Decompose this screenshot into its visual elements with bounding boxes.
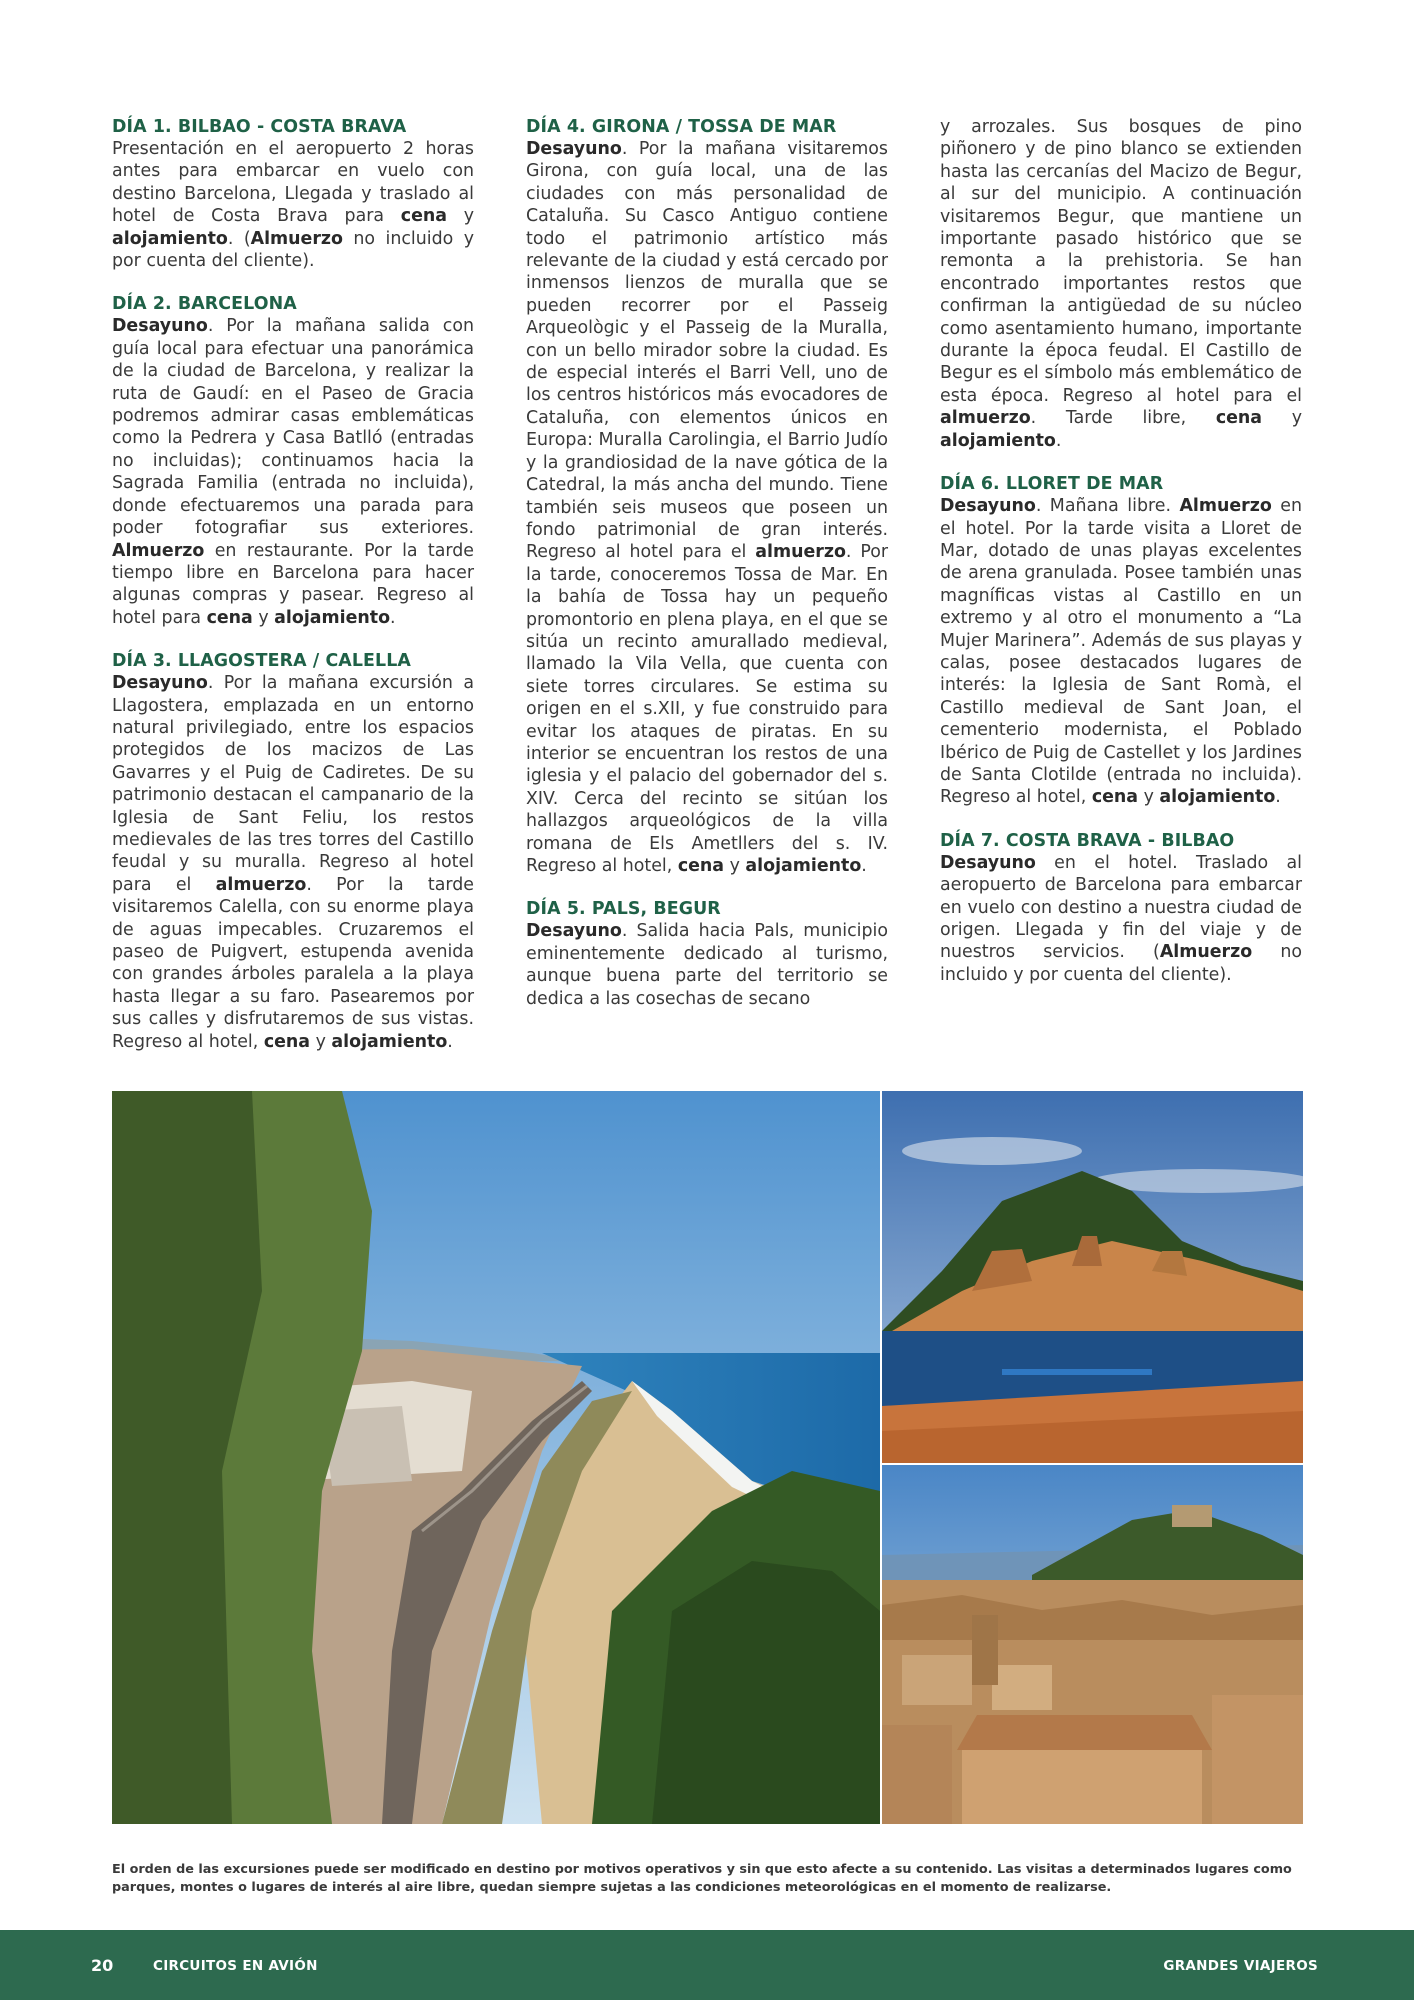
day-7-text: Desayuno en el hotel. Traslado al aeropuerto de Barcelona para embarcar en vuelo con destino a nuestra ciudad de origen. Llegada y fin del viaje y de nuestros servicios. (Almuerzo no incluido y por cuenta del cliente).	[940, 852, 1302, 985]
day-2-title: DÍA 2. BARCELONA	[112, 294, 297, 315]
day-1	[112, 116, 474, 272]
column-1	[112, 116, 474, 1052]
day-1-title: DÍA 1. BILBAO - COSTA BRAVA	[112, 117, 407, 137]
photo-begur-town	[882, 1465, 1303, 1824]
day-6	[940, 473, 1302, 809]
day-6-text: Desayuno. Mañana libre. Almuerzo en el hotel. Por la tarde visita a Lloret de Mar, dotado de unas playas excelentes de arena granulada. Posee también unas magníficas vistas al Castillo en un extremo y al otro el monumento a “La Mujer Marinera”. Además de sus playas y calas, posee destacados lugares de interés: la Iglesia de Sant Romà, el Castillo medieval de Sant Joan, el cementerio modernista, el Poblado Ibérico de Puig de Castellet y los Jardines de Santa Clotilde (entrada no incluida). Regreso al hotel, cena y alojamiento.	[940, 496, 1302, 808]
section-label: CIRCUITOS EN AVIÓN	[153, 1958, 318, 1974]
day-2-text: Desayuno. Por la mañana salida con guía local para efectuar una panorámica de la ciudad de Barcelona, y realizar la ruta de Gaudí: en el Paseo de Gracia podremos admirar casas emblemáticas como la Pedrera y Casa Batlló (entradas no incluidas); continuamos hacia la Sagrada Familia (entrada no incluida), donde efectuaremos una parada para poder fotografiar sus exteriores. Almuerzo en restaurante. Por la tarde tiempo libre en Barcelona para hacer algunas compras y pasear. Regreso al hotel para cena y alojamiento.	[112, 316, 474, 628]
day-5	[526, 898, 888, 1010]
day-6-title: DÍA 6. LLORET DE MAR	[940, 474, 1164, 495]
day-3-text: Desayuno. Por la mañana excursión a Llagostera, emplazada en un entorno natural privilegiado, entre los espacios protegidos de los macizos de Las Gavarres y el Puig de Cadiretes. De su patrimonio destacan el campanario de la Iglesia de Sant Feliu, los restos medievales de las tres torres del Castillo feudal y su muralla. Regreso al hotel para el almuerzo. Por la tarde visitaremos Calella, con su enorme playa de aguas impecables. Cruzaremos el paseo de Puigvert, estupenda avenida con grandes árboles paralela a la playa hasta llegar a su faro. Pasearemos por sus calles y disfrutaremos de sus vistas. Regreso al hotel, cena y alojamiento.	[112, 673, 474, 1052]
brand-label: GRANDES VIAJEROS	[1163, 1958, 1318, 1974]
day-3	[112, 650, 474, 1053]
day-5-text: Desayuno. Salida hacia Pals, municipio eminentemente dedicado al turismo, aunque buena parte del territorio se dedica a las cosechas de secano	[526, 921, 888, 1009]
itinerary-columns	[112, 116, 1302, 1052]
column-3	[940, 116, 1302, 1026]
photo-tossa-castle	[882, 1091, 1303, 1463]
page-footer	[0, 1930, 1414, 2000]
day-7	[940, 830, 1302, 986]
day-1-text: Presentación en el aeropuerto 2 horas antes para embarcar en vuelo con destino Barcelona, Llegada y traslado al hotel de Costa Brava para cena y alojamiento. (Almuerzo no incluido y por cuenta del cliente).	[112, 139, 474, 272]
day-5-continued	[940, 116, 1302, 452]
day-2	[112, 293, 474, 629]
photo-calella-beach	[112, 1091, 880, 1824]
day-3-title: DÍA 3. LLAGOSTERA / CALELLA	[112, 651, 411, 672]
page-number: 20	[91, 1956, 114, 1975]
day-4-text: Desayuno. Por la mañana visitaremos Girona, con guía local, una de las ciudades con más personalidad de Cataluña. Su Casco Antiguo contiene todo el patrimonio artístico más relevante de la ciudad y está cercado por inmensos lienzos de muralla que se pueden recorrer por el Passeig Arqueològic y el Passeig de la Muralla, con un bello mirador sobre la ciudad. Es de especial interés el Barri Vell, uno de los centros históricos más evocadores de Cataluña, con elementos únicos en Europa: Muralla Carolingia, el Barrio Judío y la grandiosidad de la nave gótica de la Catedral, la más ancha del mundo. Tiene también seis museos que poseen un fondo patrimonial de gran interés. Regreso al hotel para el almuerzo. Por la tarde, conoceremos Tossa de Mar. En la bahía de Tossa hay un pequeño promontorio en plena playa, en el que se sitúa un recinto amurallado medieval, llamado la Vila Vella, que cuenta con siete torres circulares. Se estima su origen en el s.XII, y fue construido para evitar los ataques de piratas. En su interior se encuentran los restos de una iglesia y el palacio del gobernador del s. XIV. Cerca del recinto se sitúan los hallazgos arqueológicos de la villa romana de Els Ametllers del s. IV. Regreso al hotel, cena y alojamiento.	[526, 139, 888, 876]
day-5-text-continued: y arrozales. Sus bosques de pino piñonero y de pino blanco se extienden hasta las cercanías del Macizo de Begur, al sur del municipio. A continuación visitaremos Begur, que mantiene un importante pasado histórico que se remonta a la prehistoria. Se han encontrado importantes restos que confirman la antigüedad de su núcleo como asentamiento humano, importante durante la época feudal. El Castillo de Begur es el símbolo más emblemático de esta época. Regreso al hotel para el almuerzo. Tarde libre, cena y alojamiento.	[940, 117, 1302, 451]
day-7-title: DÍA 7. COSTA BRAVA - BILBAO	[940, 830, 1235, 851]
photo-collage	[112, 1091, 1303, 1824]
day-4-title: DÍA 4. GIRONA / TOSSA DE MAR	[526, 117, 837, 137]
column-2	[526, 116, 888, 1026]
day-5-title: DÍA 5. PALS, BEGUR	[526, 899, 721, 920]
disclaimer-note: El orden de las excursiones puede ser modificado en destino por motivos operativos y sin que esto afecte a su contenido. Las visitas a determinados lugares como parques, montes o lugares de interés al aire libre, quedan siempre sujetas a las condiciones meteorológicas en el momento de realizarse.	[112, 1862, 1292, 1895]
day-4	[526, 116, 888, 877]
